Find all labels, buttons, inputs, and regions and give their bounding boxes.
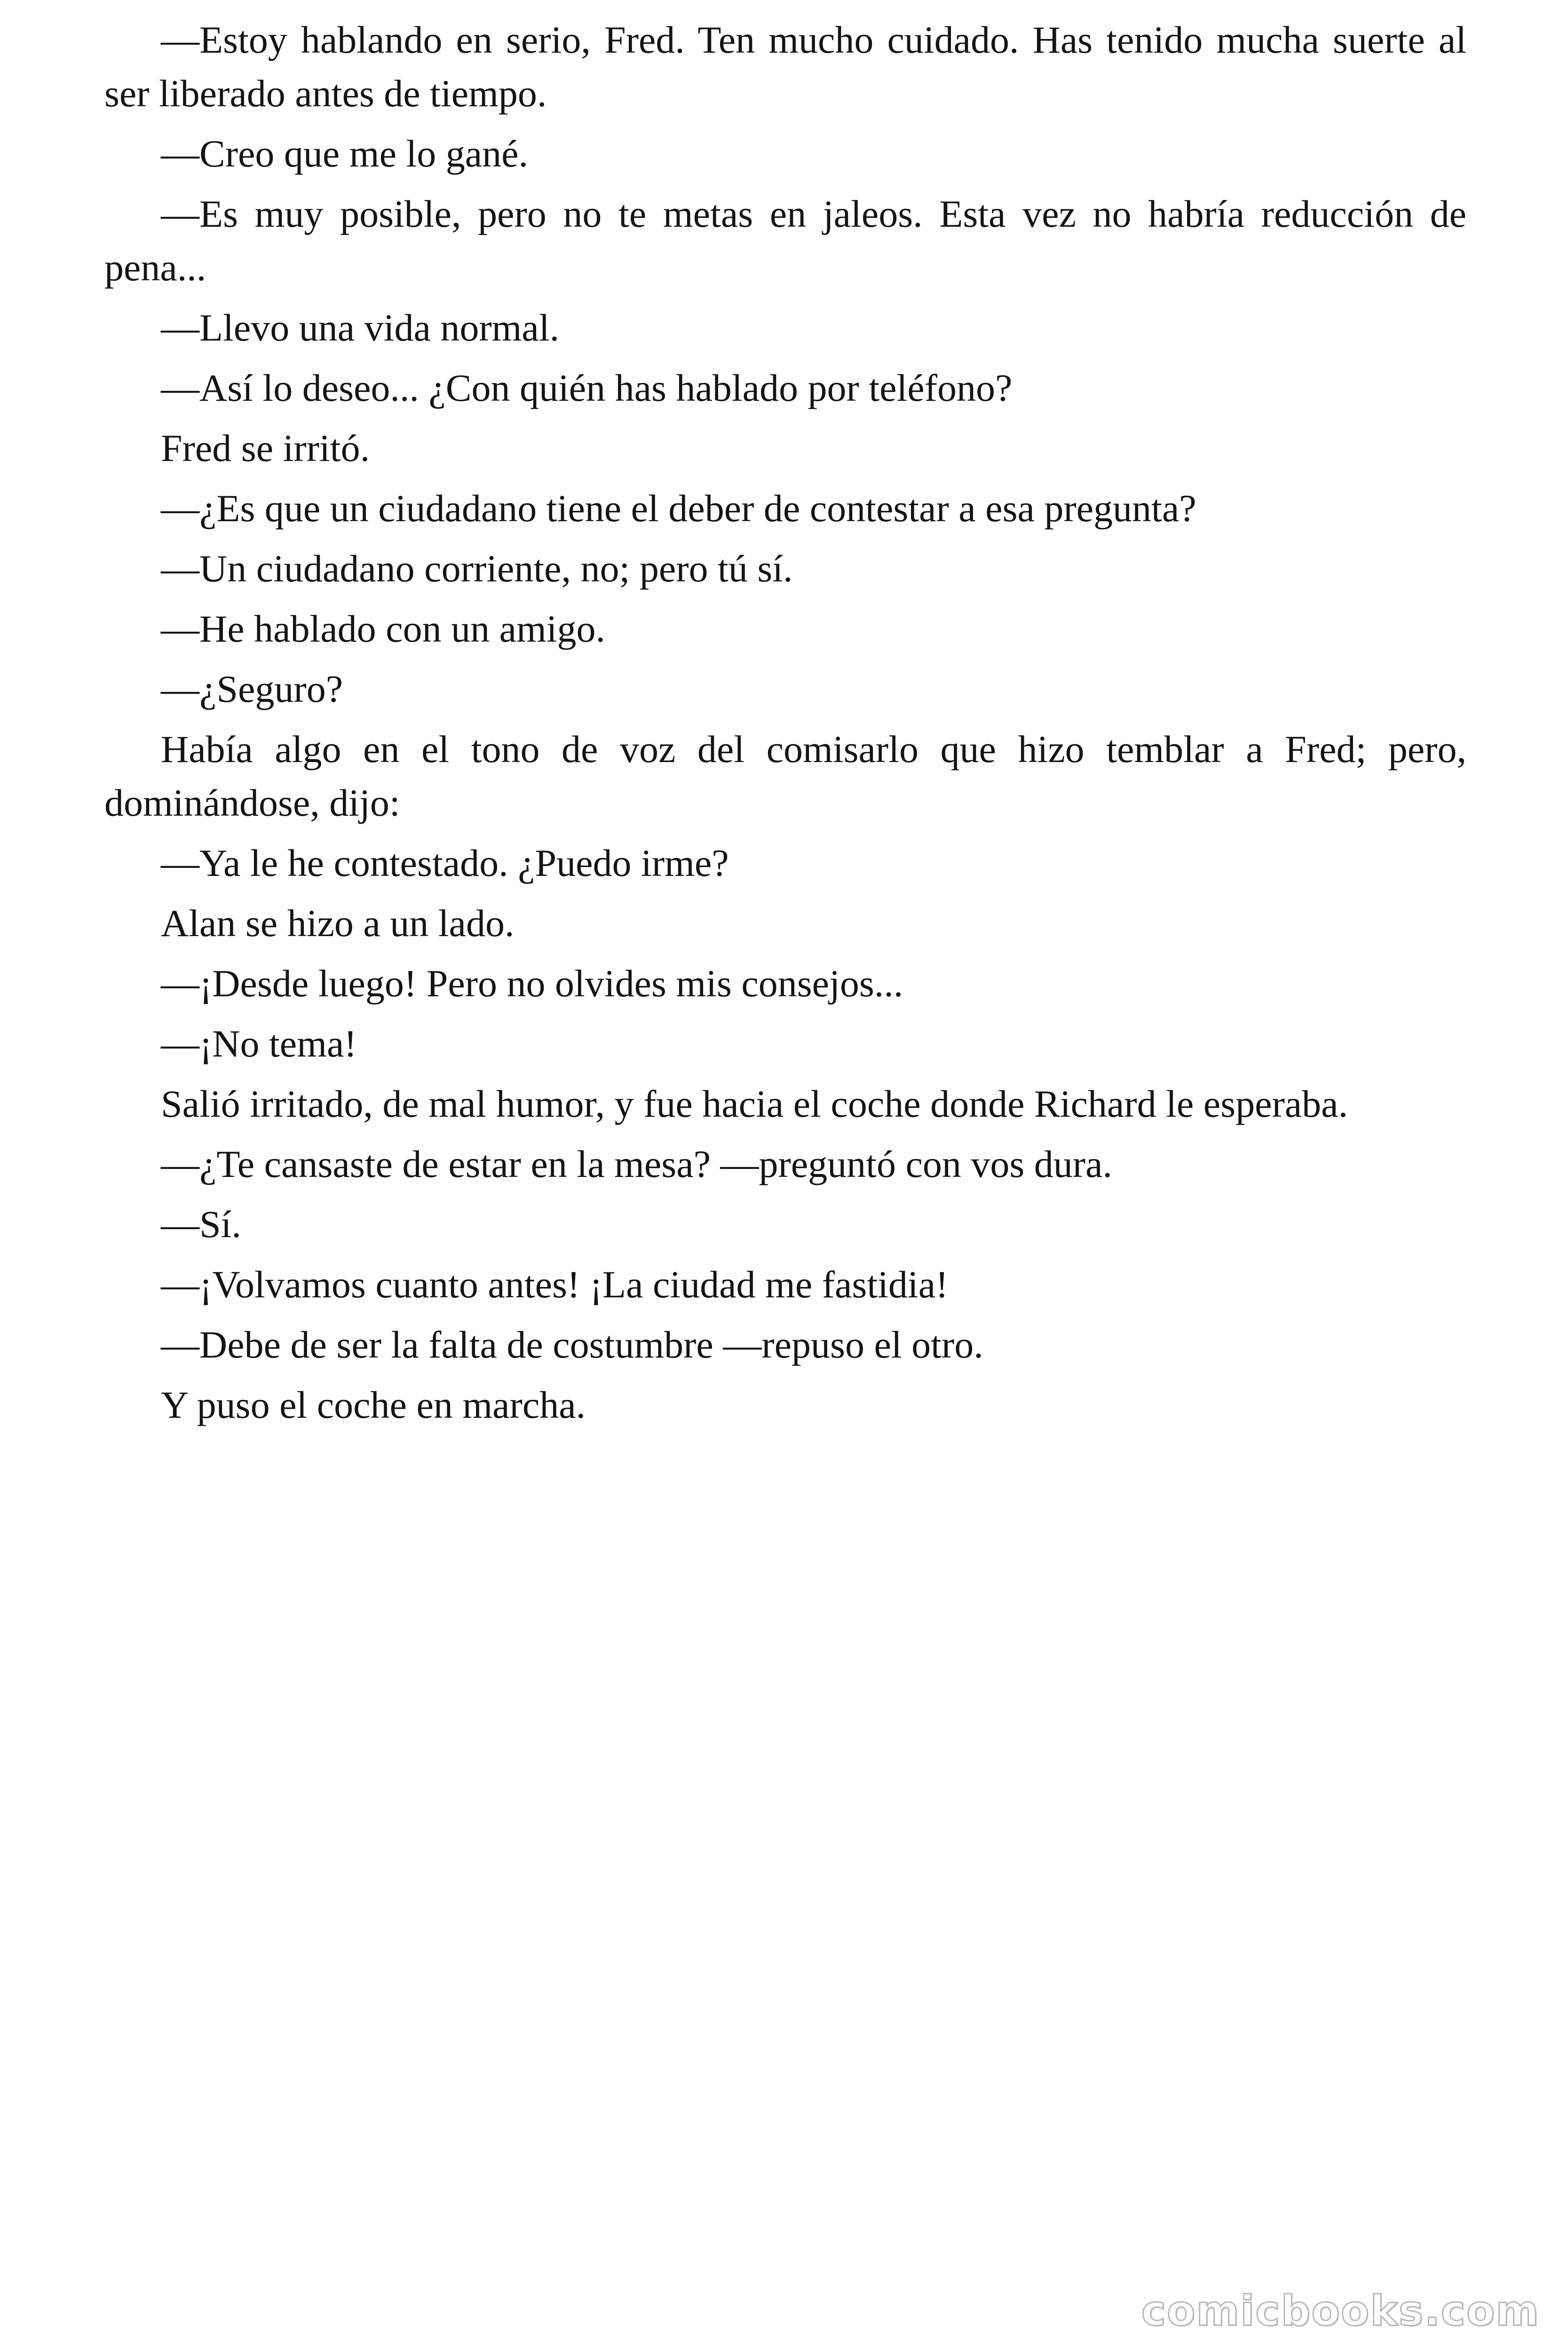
paragraph: —¿Seguro?: [161, 667, 343, 710]
paragraph: —Estoy hablando en serio, Fred. Ten mucho cuidado. Has tenido mucha suerte al ser liberado antes de tiempo.: [104, 18, 1466, 115]
paragraph: —¡Volvamos cuanto antes! ¡La ciudad me fastidia!: [161, 1263, 949, 1306]
paragraph: —He hablado con un amigo.: [161, 607, 606, 650]
paragraph: —Sí.: [161, 1203, 241, 1246]
paragraph: —Así lo deseo... ¿Con quién has hablado por teléfono?: [161, 366, 1013, 409]
paragraph: Y puso el coche en marcha.: [161, 1383, 586, 1426]
paragraph: Había algo en el tono de voz del comisarlo que hizo temblar a Fred; pero, dominándose, dijo:: [104, 728, 1466, 824]
paragraph: —¿Es que un ciudadano tiene el deber de contestar a esa pregunta?: [161, 487, 1196, 530]
paragraph: —Llevo una vida normal.: [161, 306, 560, 349]
body-text: [104, 13, 1466, 1438]
paragraph: Fred se irritó.: [161, 427, 370, 469]
paragraph: —Es muy posible, pero no te metas en jaleos. Esta vez no habría reducción de pena...: [104, 192, 1466, 289]
paragraph: —¡Desde luego! Pero no olvides mis consejos...: [161, 962, 903, 1005]
paragraph: —Un ciudadano corriente, no; pero tú sí.: [161, 547, 793, 590]
paragraph: —¡No tema!: [161, 1022, 357, 1065]
paragraph: —Ya le he contestado. ¿Puedo irme?: [161, 842, 729, 884]
paragraph: Salió irritado, de mal humor, y fue hacia el coche donde Richard le esperaba.: [161, 1082, 1348, 1125]
paragraph: —Debe de ser la falta de costumbre —repuso el otro.: [161, 1323, 983, 1366]
paragraph: —Creo que me lo gané.: [161, 132, 529, 175]
paragraph: —¿Te cansaste de estar en la mesa? —preguntó con vos dura.: [161, 1143, 1112, 1185]
paragraph: Alan se hizo a un lado.: [161, 902, 515, 945]
watermark: comicbooks.com: [1141, 2287, 1540, 2335]
